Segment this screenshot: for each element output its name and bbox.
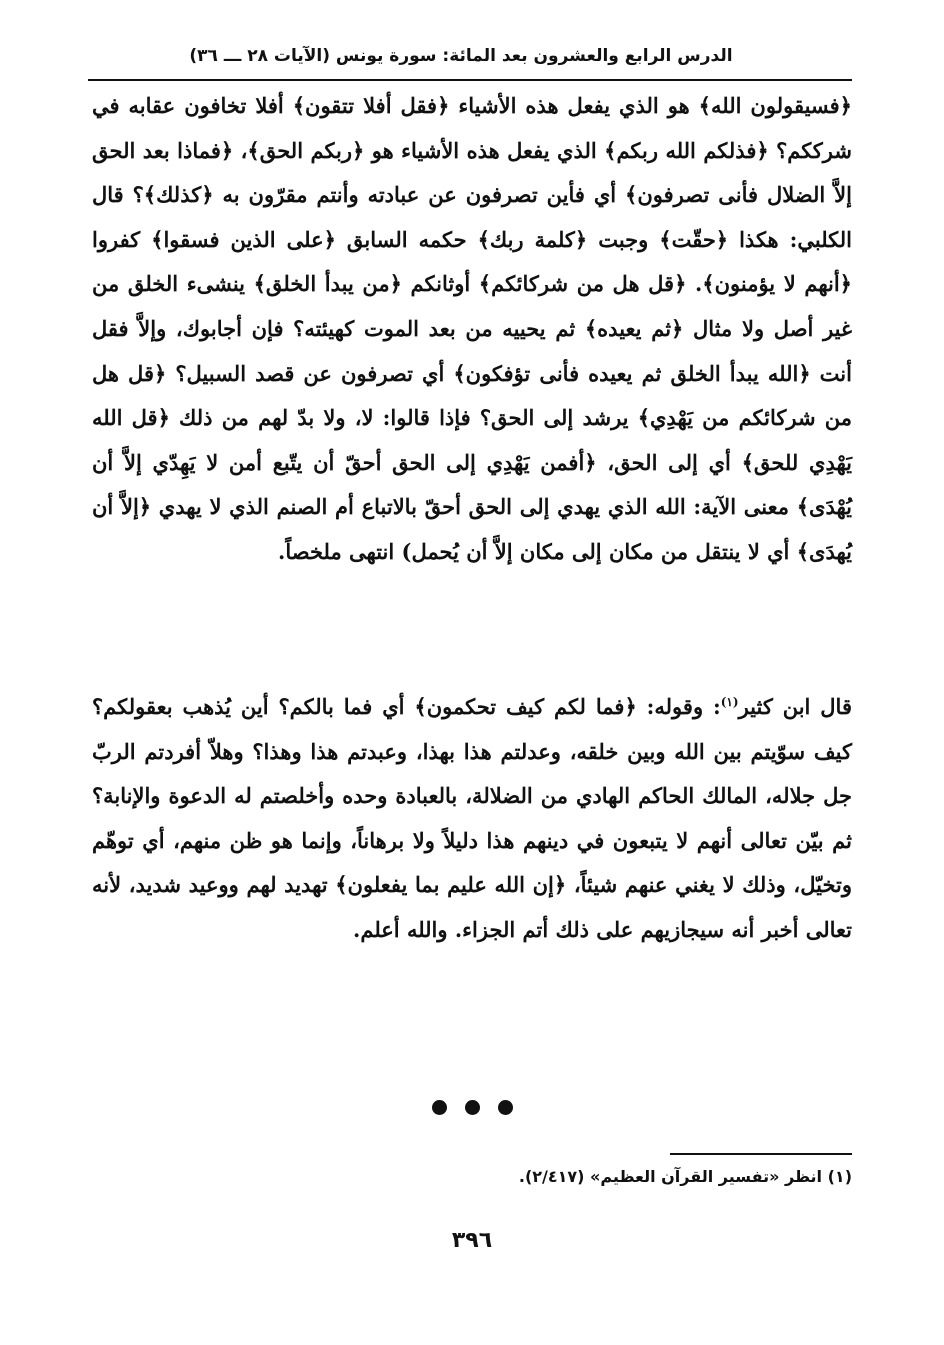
separator-dot-icon: [498, 1100, 513, 1115]
paragraph-2: [92, 685, 852, 953]
separator-dot-icon: [465, 1100, 480, 1115]
footnote-rule: [670, 1153, 852, 1155]
page-number: ٣٩٦: [451, 1228, 493, 1253]
paragraph-2-lead: قال ابن كثير: [738, 694, 852, 719]
footnote-reference: (١): [720, 695, 739, 709]
footnote: (١) انظر «تفسير القرآن العظيم» (٢/٤١٧).: [518, 1167, 852, 1186]
header-rule: [88, 79, 852, 81]
running-header: الدرس الرابع والعشرون بعد المائة: سورة يونس (الآيات ٢٨ ـــ ٣٦): [189, 46, 733, 66]
paragraph-2-text: : وقوله: ﴿فما لكم كيف تحكمون﴾ أي فما بالكم؟ أين يُذهب بعقولكم؟ كيف سوّيتم بين الله وبين خلقه، وعدلتم هذا بهذا، وعبدتم هذا وهذا؟ وهلاّ أفردتم الربّ جل جلاله، المالك الحاكم الهادي من الضلالة، بالعبادة وحده وأخلصتم له الدعوة والإنابة؟ ثم بيّن تعالى أنهم لا يتبعون في دينهم هذا دليلاً ولا برهاناً، وإنما هو ظن منهم، أي توهّم وتخيّل، وذلك لا يغني عنهم شيئاً، ﴿إن الله عليم بما يفعلون﴾ تهديد لهم ووعيد شديد، لأنه تعالى أخبر أنه سيجازيهم على ذلك أتم الجزاء. والله أعلم.: [92, 694, 852, 942]
separator-dot-icon: [432, 1100, 447, 1115]
section-separator: [0, 1100, 944, 1119]
paragraph-1: ﴿فسيقولون الله﴾ هو الذي يفعل هذه الأشياء ﴿فقل أفلا تتقون﴾ أفلا تخافون عقابه في شرككم؟ ﴿فذلكم الله ربكم﴾ الذي يفعل هذه الأشياء هو ﴿ربكم الحق﴾، ﴿فماذا بعد الحق إلاَّ الضلال فأنى تصرفون﴾ أي فأين تصرفون عن عبادته وأنتم مقرّون به ﴿كذلك﴾؟ قال الكلبي: هكذا ﴿حقّت﴾ وجبت ﴿كلمة ربك﴾ حكمه السابق ﴿على الذين فسقوا﴾ كفروا ﴿أنهم لا يؤمنون﴾. ﴿قل هل من شركائكم﴾ أوثانكم ﴿من يبدأ الخلق﴾ ينشىء الخلق من غير أصل ولا مثال ﴿ثم يعيده﴾ ثم يحييه من بعد الموت كهيئته؟ فإن أجابوك، وإلاَّ فقل أنت ﴿الله يبدأ الخلق ثم يعيده فأنى تؤفكون﴾ أي تصرفون عن قصد السبيل؟ ﴿قل هل من شركائكم من يَهْدِي﴾ يرشد إلى الحق؟ فإذا قالوا: لا، ولا بدّ لهم من ذلك ﴿قل الله يَهْدِي للحق﴾ أي إلى الحق، ﴿أفمن يَهْدِي إلى الحق أحقّ أن يتّبع أمن لا يَهِدّي إلاَّ أن يُهْدَى﴾ معنى الآية: الله الذي يهدي إلى الحق أحقّ بالاتباع أم الصنم الذي لا يهدي ﴿إلاَّ أن يُهدَى﴾ أي لا ينتقل من مكان إلى مكان إلاَّ أن يُحمل) انتهى ملخصاً.: [92, 93, 852, 564]
